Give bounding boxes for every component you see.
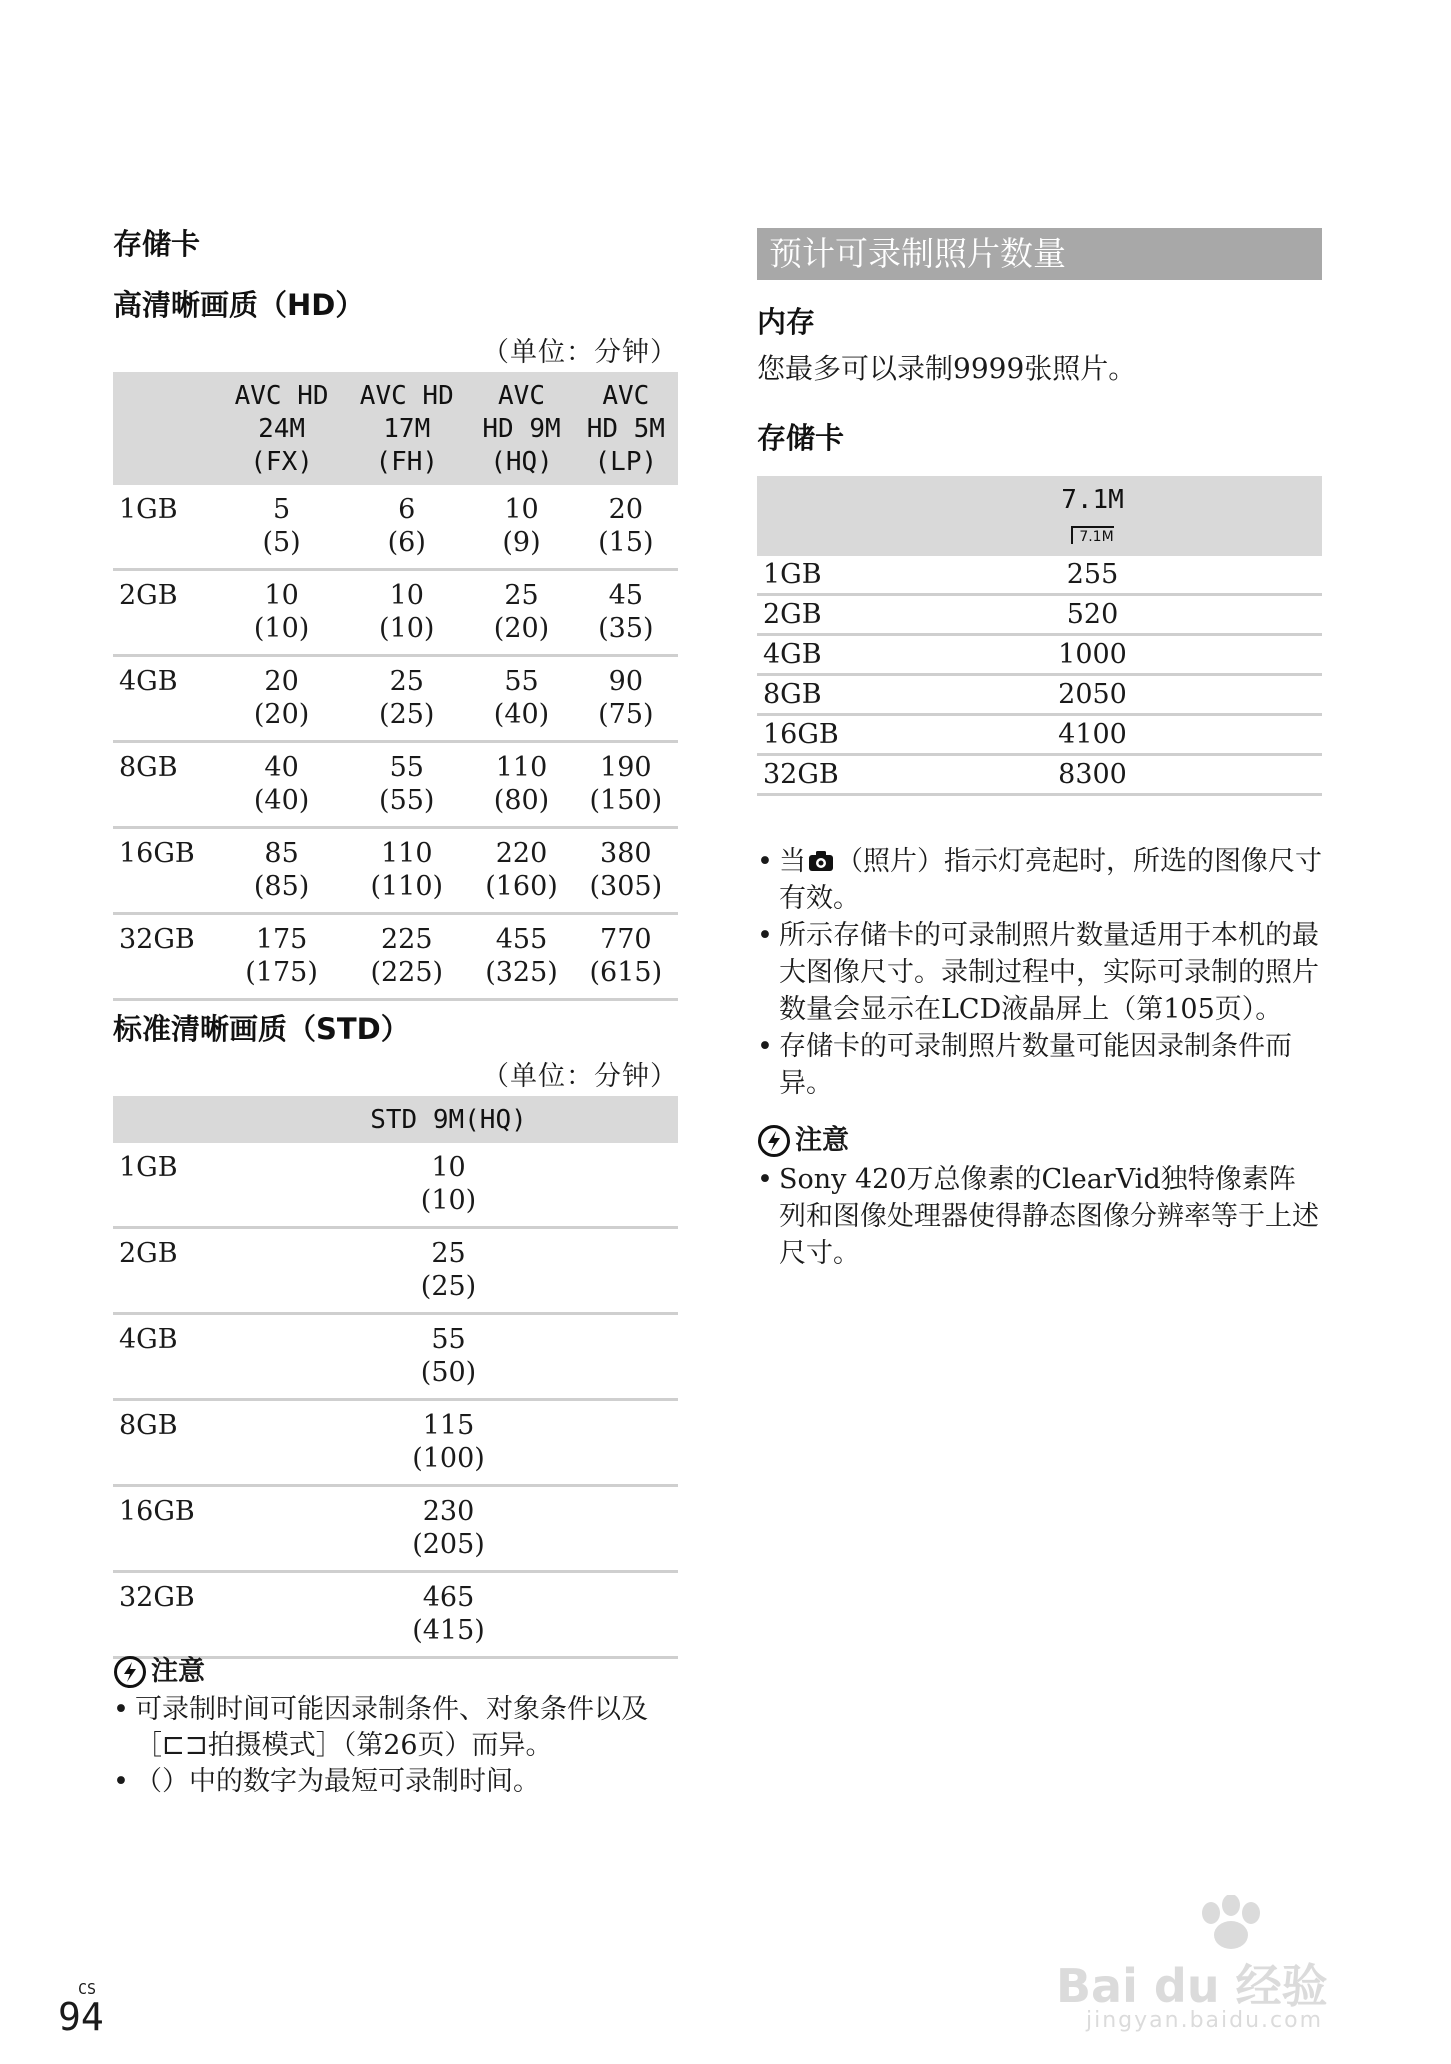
caution-icon	[757, 1124, 791, 1158]
minimum-time: (10)	[253, 613, 310, 644]
right-bullet-2: • 所示存储卡的可录制照片数量适用于本机的最大图像尺寸。录制过程中，实际可录制的照片数量会显示在LCD液晶屏上（第105页）。	[757, 917, 1322, 1028]
value-cell	[574, 828, 678, 914]
typical-time: 175	[255, 924, 308, 955]
value-cell	[574, 914, 678, 1000]
typical-time: 25	[504, 580, 539, 611]
std-unit-label: （单位：分钟）	[482, 1061, 678, 1092]
value-cell	[219, 914, 344, 1000]
minimum-time: (15)	[598, 527, 654, 558]
value-cell	[219, 1400, 678, 1486]
value-cell	[344, 656, 469, 742]
minimum-time: (6)	[387, 527, 426, 558]
photo-header: 7.1M 7.1M	[863, 476, 1322, 556]
capacity-cell: 16GB	[757, 715, 863, 755]
typical-time: 10	[504, 494, 539, 525]
typical-time: 25	[389, 666, 424, 697]
value-cell	[219, 828, 344, 914]
camera-icon	[808, 850, 834, 872]
minimum-time: (9)	[502, 527, 541, 558]
capacity-cell: 32GB	[113, 914, 219, 1000]
minimum-time: (20)	[493, 613, 550, 644]
photo-count-cell: 255	[863, 556, 1322, 595]
capacity-cell: 8GB	[113, 742, 219, 828]
minimum-time: (35)	[598, 613, 654, 644]
capacity-cell: 1GB	[113, 1143, 219, 1228]
hd-header-fx: AVC HD 24M (FX)	[219, 372, 344, 485]
typical-time: 465	[422, 1582, 475, 1613]
right-memory-card-title: 存储卡	[757, 421, 845, 455]
minimum-time: (25)	[379, 699, 435, 730]
typical-time: 110	[495, 752, 548, 783]
hd-header-row	[113, 372, 678, 485]
std-header-blank	[113, 1096, 219, 1143]
table-row	[113, 1228, 678, 1314]
watermark-line1: Bai du 经验	[1056, 1959, 1328, 2013]
value-cell	[344, 485, 469, 570]
hd-header-blank	[113, 372, 219, 485]
typical-time: 40	[264, 752, 299, 783]
typical-time: 380	[600, 838, 652, 869]
typical-time: 455	[495, 924, 548, 955]
photo-count-cell: 1000	[863, 635, 1322, 675]
table-row	[757, 755, 1322, 795]
minimum-time: (205)	[412, 1529, 485, 1560]
value-cell	[219, 1572, 678, 1658]
caution-icon	[113, 1655, 147, 1689]
typical-time: 10	[389, 580, 424, 611]
baidu-watermark	[1056, 1900, 1386, 2033]
value-cell	[574, 485, 678, 570]
typical-time: 225	[380, 924, 433, 955]
page-number-value: 94	[58, 1995, 104, 2039]
minimum-time: (305)	[589, 871, 663, 902]
minimum-time: (325)	[485, 957, 558, 988]
value-cell	[574, 570, 678, 656]
right-notice-label: 注意	[795, 1125, 849, 1156]
value-cell	[344, 914, 469, 1000]
table-row	[757, 595, 1322, 635]
typical-time: 20	[608, 494, 643, 525]
right-bullet-3: • 存储卡的可录制照片数量可能因录制条件而异。	[757, 1028, 1322, 1102]
minimum-time: (615)	[589, 957, 663, 988]
table-row	[113, 828, 678, 914]
std-header-row	[113, 1096, 678, 1143]
value-cell	[469, 570, 573, 656]
minimum-time: (5)	[262, 527, 301, 558]
capacity-cell: 4GB	[757, 635, 863, 675]
typical-time: 90	[608, 666, 643, 697]
photo-count-cell: 8300	[863, 755, 1322, 795]
left-note-2: • （）中的数字为最短可录制时间。	[113, 1764, 678, 1800]
watermark-line2: jingyan.baidu.com	[1086, 2008, 1324, 2033]
capacity-cell: 32GB	[757, 755, 863, 795]
capacity-cell: 16GB	[113, 828, 219, 914]
typical-time: 55	[389, 752, 424, 783]
typical-time: 6	[398, 494, 416, 525]
right-note-1: • Sony 420万总像素的ClearVid独特像素阵列和图像处理器使得静态图像分辨率等于上述尺寸。	[757, 1161, 1322, 1272]
typical-time: 5	[272, 494, 291, 525]
photo-header-blank	[757, 476, 863, 556]
value-cell	[344, 570, 469, 656]
typical-time: 220	[495, 838, 548, 869]
photo-table	[757, 476, 1322, 796]
minimum-time: (25)	[420, 1271, 477, 1302]
table-row	[113, 656, 678, 742]
page-number	[58, 1980, 104, 2039]
hd-header-fh: AVC HD 17M (FH)	[344, 372, 469, 485]
image-size-icon: 7.1M	[1071, 526, 1113, 544]
minimum-time: (10)	[379, 613, 435, 644]
typical-time: 20	[264, 666, 299, 697]
photo-count-cell: 4100	[863, 715, 1322, 755]
minimum-time: (225)	[370, 957, 444, 988]
hd-header-lp: AVC HD 5M (LP)	[574, 372, 678, 485]
value-cell	[574, 656, 678, 742]
table-row	[113, 742, 678, 828]
capacity-cell: 4GB	[113, 656, 219, 742]
hd-table	[113, 372, 678, 1001]
minimum-time: (20)	[253, 699, 310, 730]
value-cell	[219, 485, 344, 570]
right-bullets	[757, 843, 1322, 1272]
capacity-cell: 4GB	[113, 1314, 219, 1400]
memory-card-title: 存储卡	[113, 227, 201, 261]
minimum-time: (100)	[412, 1443, 485, 1474]
table-row	[113, 914, 678, 1000]
typical-time: 770	[600, 924, 652, 955]
photo-count-cell: 520	[863, 595, 1322, 635]
capacity-cell: 2GB	[757, 595, 863, 635]
value-cell	[219, 570, 344, 656]
minimum-time: (55)	[379, 785, 435, 816]
typical-time: 55	[504, 666, 539, 697]
table-row	[757, 715, 1322, 755]
typical-time: 10	[431, 1152, 466, 1183]
value-cell	[219, 656, 344, 742]
photo-count-banner: 预计可录制照片数量	[757, 228, 1322, 280]
typical-time: 110	[380, 838, 433, 869]
value-cell	[469, 742, 573, 828]
minimum-time: (40)	[493, 699, 550, 730]
hd-header-hq: AVC HD 9M (HQ)	[469, 372, 573, 485]
table-row	[113, 1143, 678, 1228]
table-row	[113, 1572, 678, 1658]
minimum-time: (85)	[253, 871, 310, 902]
minimum-time: (10)	[420, 1185, 477, 1216]
capacity-cell: 16GB	[113, 1486, 219, 1572]
capacity-cell: 8GB	[113, 1400, 219, 1486]
std-header: STD 9M(HQ)	[219, 1096, 678, 1143]
value-cell	[344, 742, 469, 828]
table-row	[757, 675, 1322, 715]
right-bullet-1: • 当 （照片）指示灯亮起时，所选的图像尺寸有效。	[757, 843, 1322, 917]
typical-time: 230	[422, 1496, 475, 1527]
minimum-time: (110)	[370, 871, 444, 902]
table-row	[757, 556, 1322, 595]
minimum-time: (175)	[245, 957, 318, 988]
capacity-cell: 32GB	[113, 1572, 219, 1658]
left-notice	[113, 1654, 678, 1800]
minimum-time: (80)	[493, 785, 550, 816]
value-cell	[219, 742, 344, 828]
typical-time: 85	[264, 838, 299, 869]
left-notice-head	[113, 1654, 678, 1690]
minimum-time: (50)	[420, 1357, 477, 1388]
minimum-time: (415)	[412, 1615, 485, 1646]
capacity-cell: 1GB	[113, 485, 219, 570]
value-cell	[344, 828, 469, 914]
minimum-time: (40)	[253, 785, 310, 816]
value-cell	[219, 1143, 678, 1228]
table-row	[113, 485, 678, 570]
typical-time: 10	[264, 580, 299, 611]
typical-time: 25	[431, 1238, 466, 1269]
value-cell	[219, 1314, 678, 1400]
photo-count-cell: 2050	[863, 675, 1322, 715]
value-cell	[469, 828, 573, 914]
capacity-cell: 2GB	[113, 1228, 219, 1314]
table-row	[113, 1400, 678, 1486]
hd-unit-label: （单位：分钟）	[482, 337, 678, 368]
left-note-1: • 可录制时间可能因录制条件、对象条件以及［⊏⊐拍摄模式］（第26页）而异。	[113, 1692, 678, 1764]
value-cell	[469, 914, 573, 1000]
minimum-time: (75)	[598, 699, 654, 730]
capacity-cell: 8GB	[757, 675, 863, 715]
value-cell	[469, 656, 573, 742]
right-notice-head	[757, 1122, 1322, 1159]
hd-title: 高清晰画质（HD）	[113, 288, 365, 322]
capacity-cell: 2GB	[113, 570, 219, 656]
typical-time: 190	[600, 752, 652, 783]
internal-memory-text: 您最多可以录制9999张照片。	[757, 352, 1137, 385]
minimum-time: (160)	[485, 871, 558, 902]
value-cell	[219, 1486, 678, 1572]
table-row	[757, 635, 1322, 675]
std-title: 标准清晰画质（STD）	[113, 1012, 410, 1046]
typical-time: 115	[422, 1410, 475, 1441]
table-row	[113, 1314, 678, 1400]
table-row	[113, 570, 678, 656]
minimum-time: (150)	[589, 785, 663, 816]
typical-time: 45	[608, 580, 643, 611]
value-cell	[469, 485, 573, 570]
capacity-cell: 1GB	[757, 556, 863, 595]
internal-memory-title: 内存	[757, 305, 816, 339]
photo-header-row	[757, 476, 1322, 556]
typical-time: 55	[431, 1324, 466, 1355]
value-cell	[219, 1228, 678, 1314]
std-table	[113, 1096, 678, 1659]
left-notice-label: 注意	[151, 1656, 205, 1687]
table-row	[113, 1486, 678, 1572]
value-cell	[574, 742, 678, 828]
language-code: CS	[78, 1980, 97, 1998]
